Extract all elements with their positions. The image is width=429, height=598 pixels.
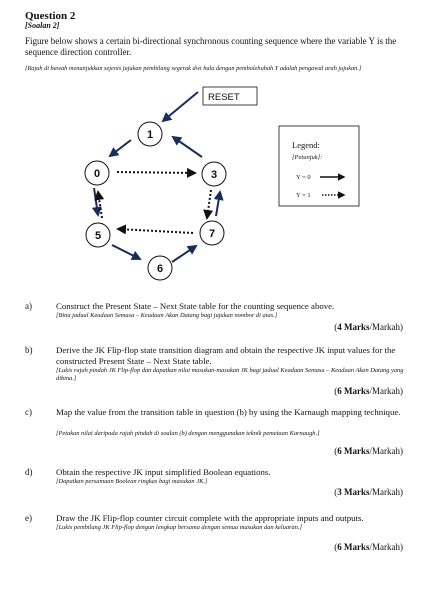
part-text: Draw the JK Flip-flop counter circuit complete with the appropriate inputs and outputs.	[56, 513, 364, 523]
transition-5-to-6	[112, 245, 140, 259]
transition-7-to-3	[216, 192, 220, 216]
part-translation: [Lukis pembilang JK Flip-flop dengan lengkap bersama dengan semua masukan dan keluaran.]	[56, 524, 303, 531]
transition-6-to-7	[172, 246, 196, 262]
part-text: Derive the JK Flip-flop state transition diagram and obtain the respective JK input values for the constructed Present State – Next State table.	[56, 345, 396, 366]
state-node-7	[200, 221, 224, 245]
legend-title: Legend:	[292, 140, 320, 150]
question-intro-translation: [Rajah di bawah menunjukkan sejenis jujukan pembilang segerak dwi hala dengan pembolehubah Y adalah pengawal arah jujukan.]	[25, 65, 362, 72]
part-label: b)	[25, 345, 33, 355]
state-node-0	[85, 161, 109, 185]
part-text: Map the value from the transition table in question (b) by using the Karnaugh mapping technique.	[56, 407, 401, 417]
question-intro: Figure below shows a certain bi-directional synchronous counting sequence where the variable Y is the sequence direction controller.	[25, 36, 397, 57]
part-label: c)	[25, 407, 32, 417]
state-node-3	[202, 162, 226, 186]
svg-text:6: 6	[156, 263, 164, 275]
part-translation: [Petakan nilai daripada rajah pindah di soalan (b) dengan menggunakan teknik pemetaan Karnaugh.]	[56, 430, 320, 437]
legend-y0-label: Y = 0	[296, 174, 311, 181]
svg-text:1: 1	[146, 129, 154, 141]
transition-0-to-5	[94, 188, 98, 215]
part-marks: (6 Marks/Markah)	[334, 386, 403, 396]
reset-box	[203, 87, 257, 105]
part-marks: (6 Marks/Markah)	[334, 446, 403, 456]
legend-y1-label: Y = 1	[296, 192, 311, 199]
question-title: Question 2	[25, 10, 76, 22]
transition-0-to-3	[117, 172, 195, 173]
part-text: Obtain the respective JK input simplified Boolean equations.	[56, 467, 271, 477]
svg-text:0: 0	[93, 168, 101, 180]
part-d	[25, 467, 405, 507]
part-marks: (4 Marks/Markah)	[334, 322, 403, 332]
legend-subtitle: [Petunjuk]:	[292, 154, 323, 161]
transition-3-to-1	[173, 137, 202, 157]
part-label: a)	[25, 301, 32, 311]
part-text: Construct the Present State – Next State table for the counting sequence above.	[56, 301, 335, 311]
part-a	[25, 301, 405, 341]
transition-1-to-0	[110, 140, 131, 156]
part-marks: (6 Marks/Markah)	[334, 542, 403, 552]
state-node-6	[148, 256, 172, 280]
state-node-1	[138, 122, 162, 146]
question-subtitle: [Soalan 2]	[25, 21, 60, 30]
legend-box	[279, 126, 359, 206]
state-node-5	[86, 223, 110, 247]
transition-3-to-7	[207, 190, 211, 218]
part-translation: [Bina jadual Keadaan Semasa – Keadaan Akan Datang bagi jujukan nombor di atas.]	[56, 312, 278, 319]
transition-7-to-5	[118, 229, 193, 233]
reset-arrow	[163, 92, 198, 121]
part-b	[25, 345, 405, 400]
svg-text:3: 3	[210, 169, 218, 181]
reset-label: RESET	[208, 92, 240, 103]
svg-text:7: 7	[208, 228, 216, 240]
part-label: d)	[25, 467, 33, 477]
part-e	[25, 513, 405, 558]
svg-text:5: 5	[94, 230, 102, 242]
part-c	[25, 407, 405, 457]
part-translation: [Dapatkan persamaan Boolean ringkas bagi masukan JK.]	[56, 478, 208, 485]
part-marks: (3 Marks/Markah)	[334, 487, 403, 497]
part-label: e)	[25, 513, 32, 523]
part-translation: [Lukis rajah pindah JK Flip-flop dan dapatkan nilai masukan-masukan JK bagi jadual Keadaan Semasa – Keadaan Akan Datang yang dibina.]	[56, 367, 404, 382]
